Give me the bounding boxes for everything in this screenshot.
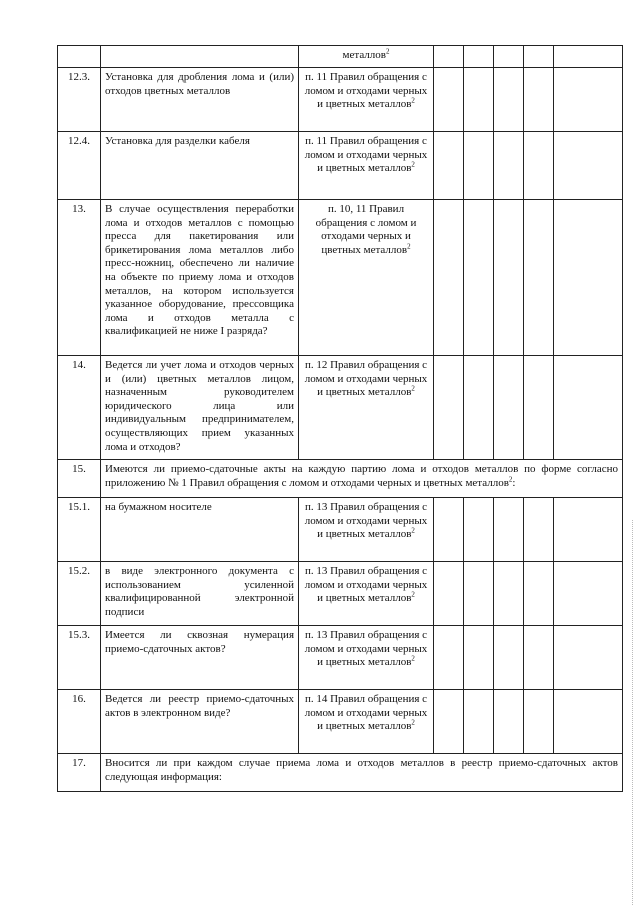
answer-cell[interactable] <box>494 200 524 356</box>
answer-cell[interactable] <box>464 626 494 690</box>
answer-cell[interactable] <box>524 132 554 200</box>
table-row <box>58 460 623 498</box>
answer-cell[interactable] <box>434 200 464 356</box>
answer-cell[interactable] <box>494 356 524 460</box>
scan-edge-mark <box>632 520 636 905</box>
answer-cell[interactable] <box>494 690 524 754</box>
answer-cell[interactable] <box>554 68 623 132</box>
footnote-mark: 2 <box>411 590 415 599</box>
legal-reference-text: п. 13 Правил обращения с ломом и отходами черных и цветных металлов <box>304 629 428 669</box>
answer-cell[interactable] <box>464 498 494 562</box>
table-row <box>58 626 623 690</box>
question-cell: на бумажном носителе <box>101 498 299 562</box>
answer-cell[interactable] <box>554 132 623 200</box>
section-question <box>101 460 623 498</box>
checklist-body <box>58 46 623 792</box>
answer-cell[interactable] <box>464 690 494 754</box>
section-question-text: Имеются ли приемо-сдаточные акты на каждую партию лома и отходов металлов по форме согласно приложению № 1 Правил обращения с ломом и отходами черных и цветных металлов <box>105 463 618 489</box>
trailing-punctuation: : <box>512 476 516 489</box>
legal-reference-text: п. 10, 11 Правил обращения с ломом и отходами черных и цветных металлов <box>315 203 417 256</box>
answer-cell[interactable] <box>434 132 464 200</box>
row-number: 13. <box>58 200 101 356</box>
row-number: 16. <box>58 690 101 754</box>
answer-cell[interactable] <box>434 46 464 68</box>
question-cell: Установка для разделки кабеля <box>101 132 299 200</box>
legal-reference-text: п. 13 Правил обращения с ломом и отходами черных и цветных металлов <box>304 501 428 541</box>
answer-cell[interactable] <box>464 132 494 200</box>
answer-cell[interactable] <box>524 626 554 690</box>
table-row <box>58 132 623 200</box>
table-row <box>58 690 623 754</box>
legal-reference-text: п. 12 Правил обращения с ломом и отходами черных и цветных металлов <box>304 359 428 399</box>
legal-reference-cell <box>299 626 434 690</box>
answer-cell[interactable] <box>524 690 554 754</box>
legal-reference-text: металлов <box>342 49 386 61</box>
question-cell: Имеется ли сквозная нумерация приемо-сдаточных актов? <box>101 626 299 690</box>
answer-cell[interactable] <box>494 498 524 562</box>
legal-reference-cell <box>299 68 434 132</box>
section-question-text: Вносится ли при каждом случае приема лома и отходов металлов в реестр приемо-сдаточных актов следующая информация: <box>105 757 618 783</box>
answer-cell[interactable] <box>434 68 464 132</box>
answer-cell[interactable] <box>554 356 623 460</box>
answer-cell[interactable] <box>524 200 554 356</box>
answer-cell[interactable] <box>524 562 554 626</box>
footnote-mark: 2 <box>411 526 415 535</box>
answer-cell[interactable] <box>434 356 464 460</box>
answer-cell[interactable] <box>464 356 494 460</box>
footnote-mark: 2 <box>411 96 415 105</box>
table-row <box>58 562 623 626</box>
row-number: 12.3. <box>58 68 101 132</box>
answer-cell[interactable] <box>494 562 524 626</box>
answer-cell[interactable] <box>524 46 554 68</box>
answer-cell[interactable] <box>554 690 623 754</box>
answer-cell[interactable] <box>494 132 524 200</box>
section-question <box>101 754 623 792</box>
table-row <box>58 498 623 562</box>
table-row <box>58 754 623 792</box>
checklist-table <box>57 45 623 792</box>
legal-reference-cell <box>299 690 434 754</box>
footnote-mark: 2 <box>411 160 415 169</box>
legal-reference-cell <box>299 46 434 68</box>
question-cell: Установка для дробления лома и (или) отходов цветных металлов <box>101 68 299 132</box>
row-number: 17. <box>58 754 101 792</box>
answer-cell[interactable] <box>524 68 554 132</box>
legal-reference-text: п. 14 Правил обращения с ломом и отходами черных и цветных металлов <box>304 693 428 733</box>
footnote-mark: 2 <box>407 242 411 251</box>
legal-reference-cell <box>299 200 434 356</box>
footnote-mark: 2 <box>411 718 415 727</box>
answer-cell[interactable] <box>524 356 554 460</box>
footnote-mark: 2 <box>411 384 415 393</box>
table-row <box>58 356 623 460</box>
legal-reference-text: п. 13 Правил обращения с ломом и отходами черных и цветных металлов <box>304 565 428 605</box>
answer-cell[interactable] <box>554 200 623 356</box>
answer-cell[interactable] <box>434 562 464 626</box>
table-row <box>58 200 623 356</box>
question-cell: Ведется ли учет лома и отходов черных и (или) цветных металлов лицом, назначенным руководителем юридического лица или индивидуальным предпринимателем, осуществляющих прием указанных лома и отходов? <box>101 356 299 460</box>
legal-reference-cell <box>299 562 434 626</box>
answer-cell[interactable] <box>524 498 554 562</box>
legal-reference-text: п. 11 Правил обращения с ломом и отходами черных и цветных металлов <box>304 135 428 175</box>
answer-cell[interactable] <box>494 46 524 68</box>
table-row <box>58 46 623 68</box>
answer-cell[interactable] <box>464 46 494 68</box>
table-row <box>58 68 623 132</box>
answer-cell[interactable] <box>434 498 464 562</box>
footnote-mark: 2 <box>508 474 513 483</box>
legal-reference-text: п. 11 Правил обращения с ломом и отходами черных и цветных металлов <box>304 71 428 111</box>
legal-reference-cell <box>299 356 434 460</box>
row-number: 12.4. <box>58 132 101 200</box>
answer-cell[interactable] <box>554 626 623 690</box>
question-cell <box>101 46 299 68</box>
row-number: 15.1. <box>58 498 101 562</box>
answer-cell[interactable] <box>494 626 524 690</box>
answer-cell[interactable] <box>554 46 623 68</box>
row-number: 15.3. <box>58 626 101 690</box>
legal-reference-cell <box>299 132 434 200</box>
answer-cell[interactable] <box>464 562 494 626</box>
answer-cell[interactable] <box>554 562 623 626</box>
row-number: 14. <box>58 356 101 460</box>
question-cell: Ведется ли реестр приемо-сдаточных актов в электронном виде? <box>101 690 299 754</box>
answer-cell[interactable] <box>464 200 494 356</box>
row-number: 15.2. <box>58 562 101 626</box>
question-cell: В случае осуществления переработки лома и отходов металлов с помощью пресса для пакетирования или брикетирования лома металлов либо пресс-ножниц, обеспечено ли наличие на объекте по приему лома и отходов металлов, на котором используется указанное оборудование, прессовщика лома и отходов металла с квалификацией не ниже I разряда? <box>101 200 299 356</box>
answer-cell[interactable] <box>434 626 464 690</box>
answer-cell[interactable] <box>434 690 464 754</box>
footnote-mark: 2 <box>411 654 415 663</box>
row-number <box>58 46 101 68</box>
answer-cell[interactable] <box>494 68 524 132</box>
answer-cell[interactable] <box>464 68 494 132</box>
answer-cell[interactable] <box>554 498 623 562</box>
legal-reference-cell <box>299 498 434 562</box>
footnote-mark: 2 <box>385 47 390 56</box>
row-number: 15. <box>58 460 101 498</box>
question-cell: в виде электронного документа с использованием усиленной квалифицированной электронной подписи <box>101 562 299 626</box>
